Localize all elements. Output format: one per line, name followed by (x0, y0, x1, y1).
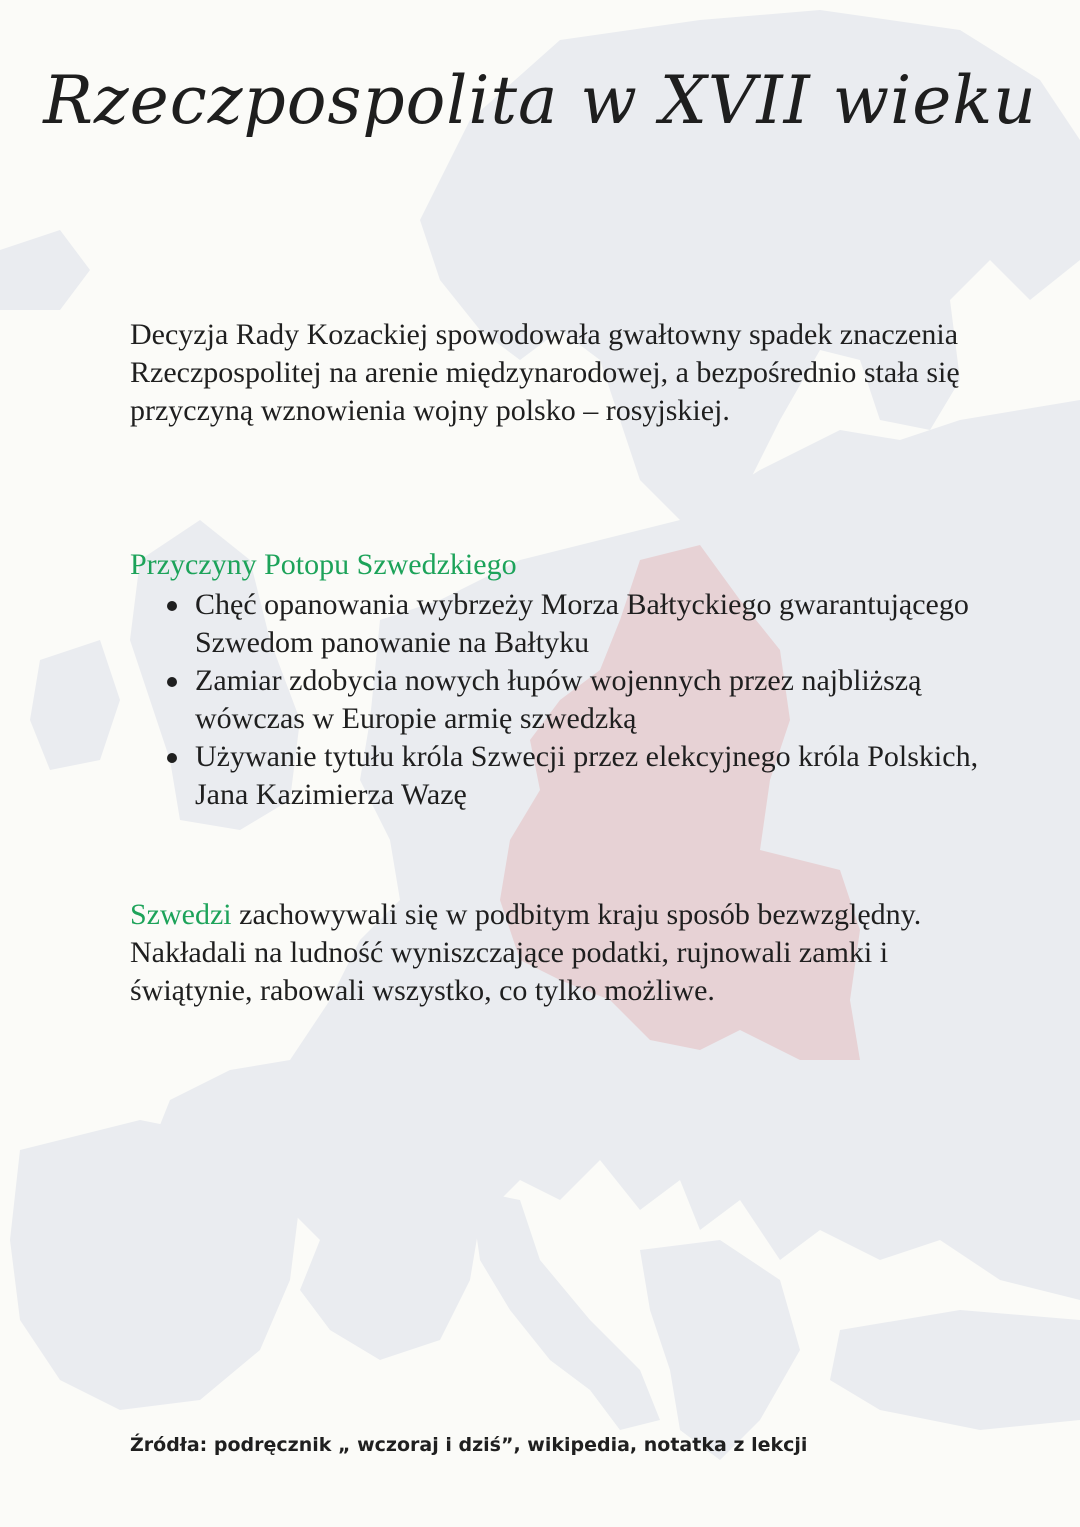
list-item-text: Używanie tytułu króla Szwecji przez elekcyjnego króla Polskich, Jana Kazimierza Wazę (195, 740, 979, 811)
list-item (130, 586, 990, 662)
swedes-highlight: Szwedzi (130, 898, 232, 931)
list-item (130, 738, 990, 814)
list-item (130, 662, 990, 738)
list-item-text: Zamiar zdobycia nowych łupów wojennych przez najbliższą wówczas w Europie armię szwedzką (195, 664, 922, 735)
causes-list (130, 586, 990, 814)
intro-paragraph: Decyzja Rady Kozackiej spowodowała gwałtowny spadek znaczenia Rzeczpospolitej na arenie międzynarodowej, a bezpośrednio stała się przyczyną wznowienia wojny polsko – rosyjskiej. (130, 318, 960, 427)
swedes-paragraph (130, 896, 970, 1010)
bullet-icon (167, 677, 177, 687)
bullet-icon (167, 753, 177, 763)
bullet-icon (167, 601, 177, 611)
sources-footnote: Źródła: podręcznik „ wczoraj i dziś”, wikipedia, notatka z lekcji (130, 1434, 808, 1456)
causes-heading: Przyczyny Potopu Szwedzkiego (130, 548, 517, 581)
swedes-text: zachowywali się w podbitym kraju sposób bezwzględny. Nakładali na ludność wyniszczające podatki, rujnowali zamki i świątynie, rabowali wszystko, co tylko możliwe. (130, 898, 922, 1007)
list-item-text: Chęć opanowania wybrzeży Morza Bałtyckiego gwarantującego Szwedom panowanie na Bałtyku (195, 588, 969, 659)
page-title: Rzeczpospolita w XVII wieku (43, 62, 1037, 139)
